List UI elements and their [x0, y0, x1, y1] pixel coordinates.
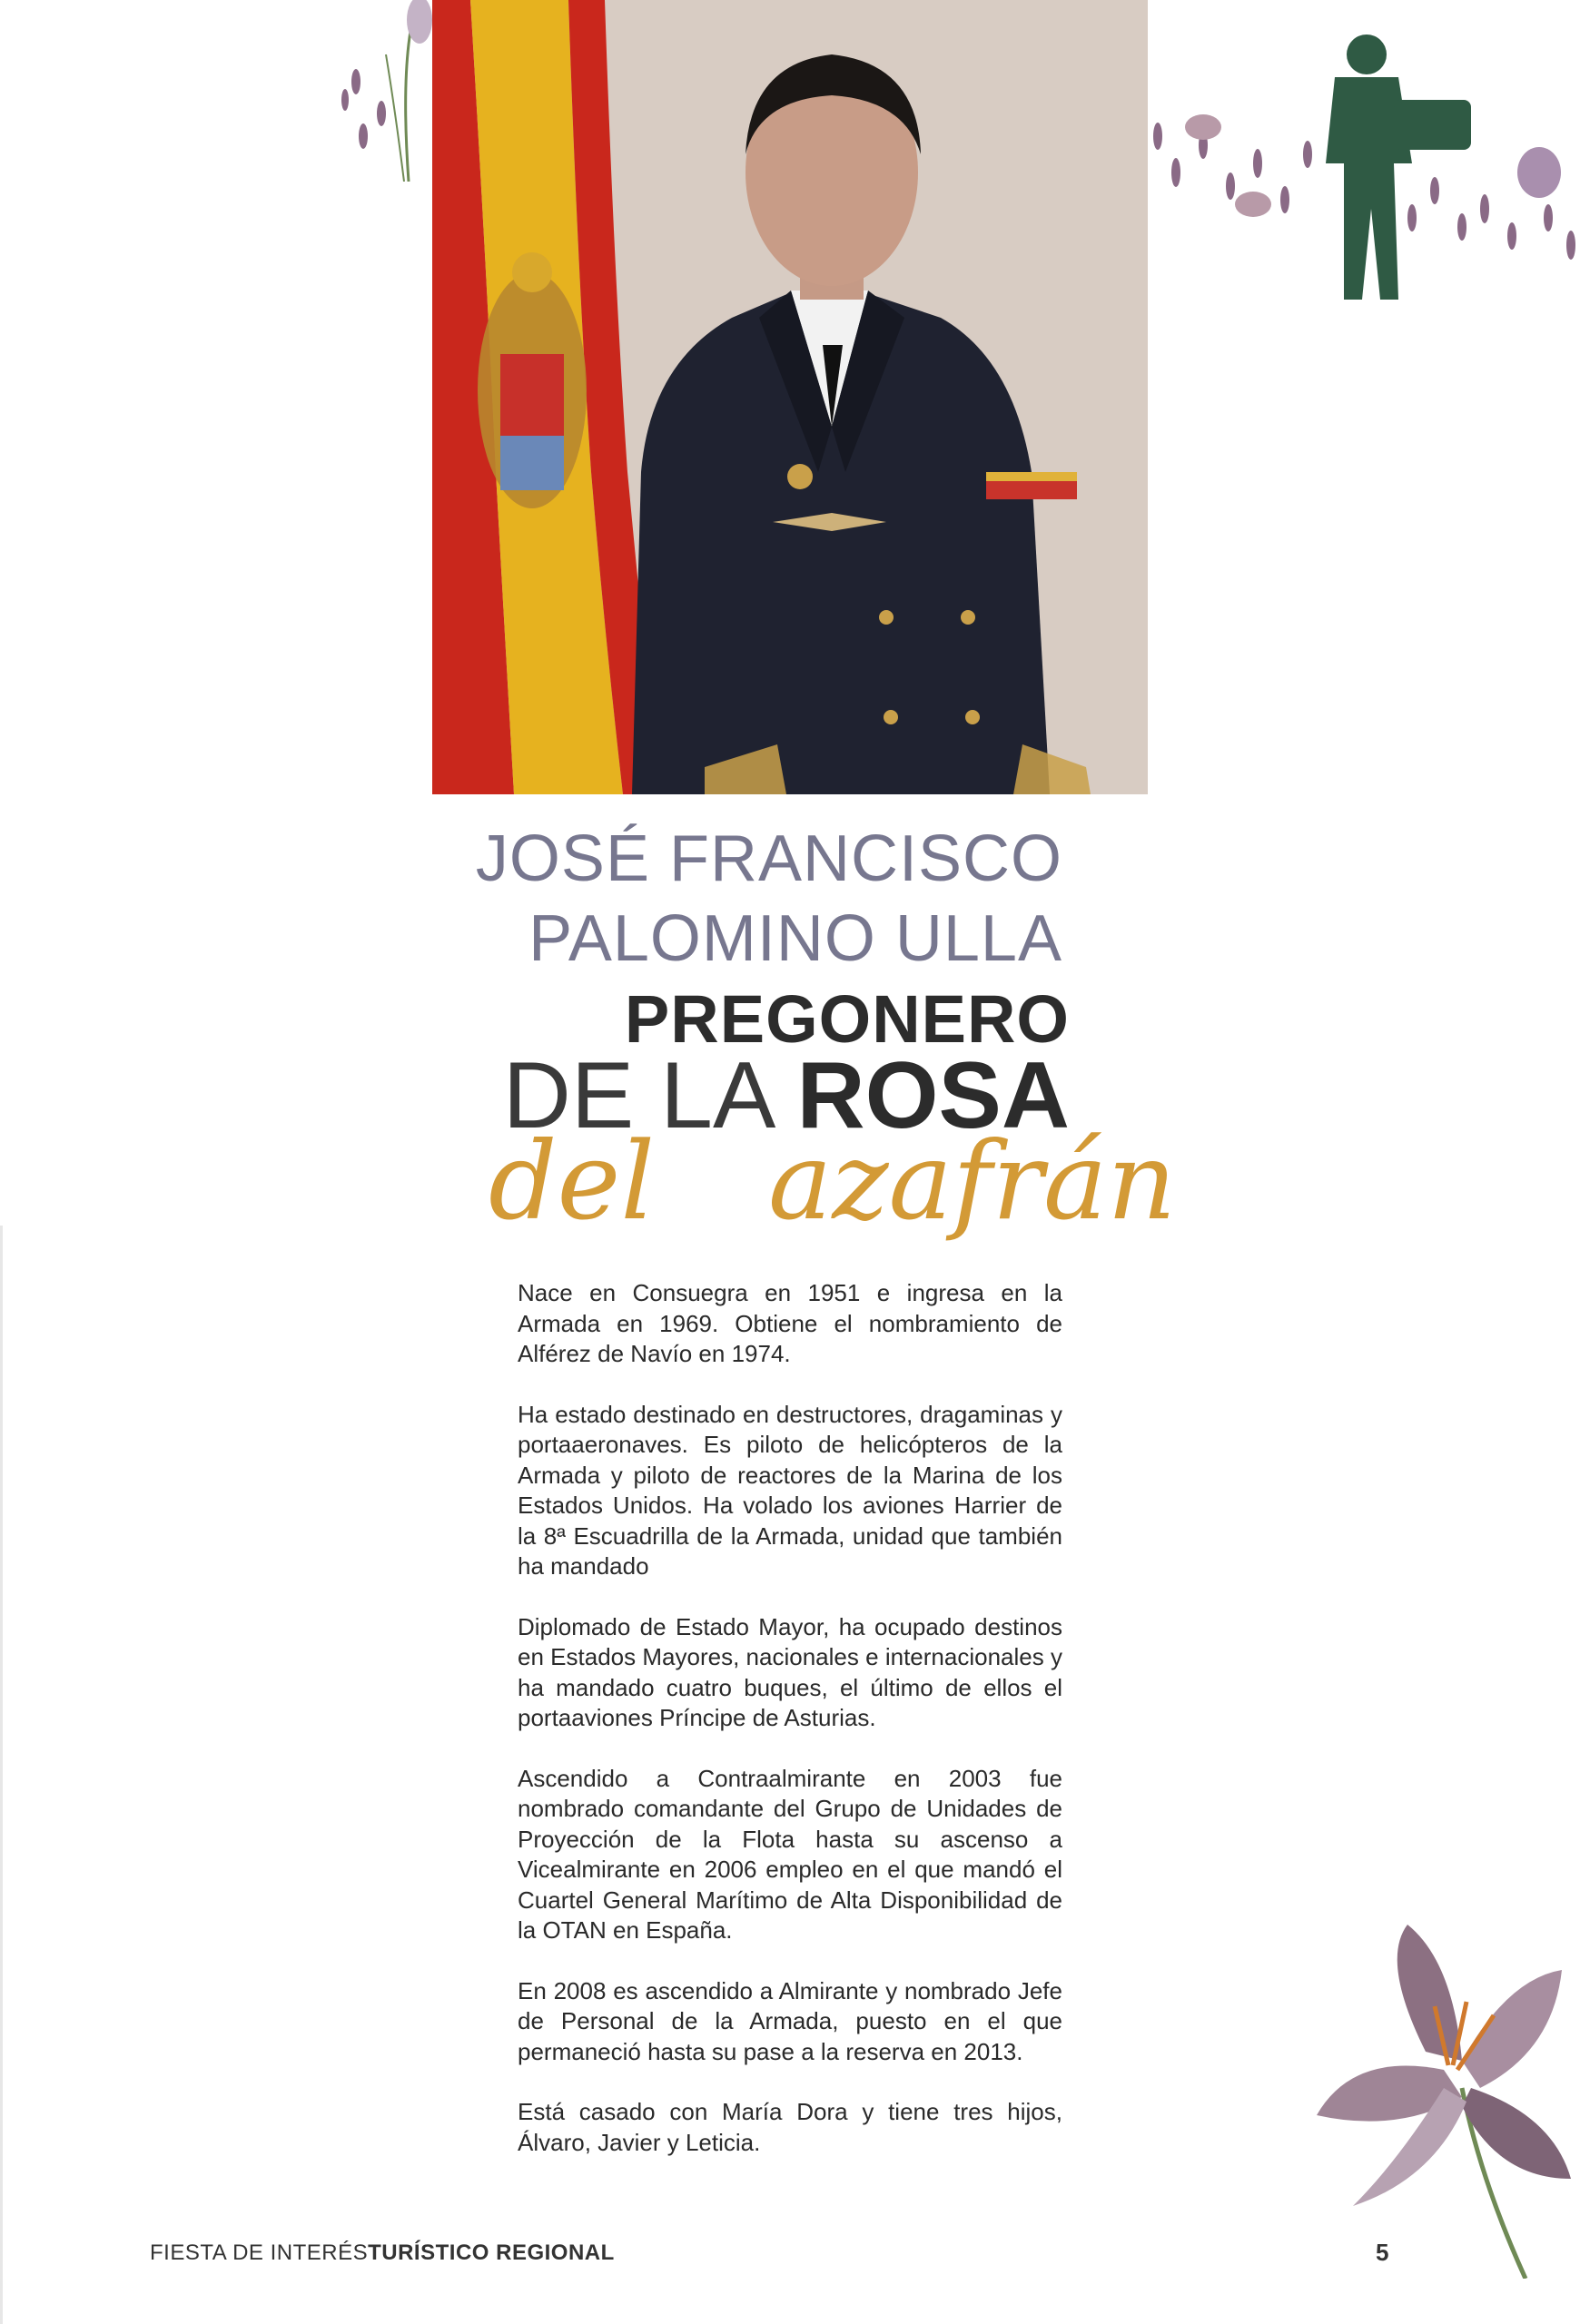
crocus-flower-icon: [336, 0, 436, 182]
biography-paragraph: Nace en Consuegra en 1951 e ingresa en la Armada en 1969. Obtiene el nombramiento de Alférez de Navío en 1974.: [518, 1279, 1062, 1367]
portrait-illustration: [432, 0, 1148, 794]
biography-paragraph: Ha estado destinado en destructores, dragaminas y portaaeronaves. Es piloto de helicópteros de la Armada y piloto de reactores de la Marina de los Estados Unidos. Ha volado los aviones Harrier de la 8ª Escuadrilla de la Armada, unidad que también ha mandado: [518, 1400, 1062, 1580]
footer-title: [150, 2240, 615, 2266]
biography-paragraph: Ascendido a Contraalmirante en 2003 fue nombrado comandante del Grupo de Unidades de Proyección de la Flota hasta su ascenso a Vicealmirante en 2006 empleo en el que mandó el Cuartel General Marítimo de Alta Disponibilidad de la OTAN en España.: [518, 1764, 1062, 1944]
biography-text: [518, 1278, 1062, 2188]
script-azafran: azafrán: [768, 1118, 1177, 1244]
page-edge-rule: [0, 1226, 3, 2324]
role-heading-pregonero: PREGONERO: [624, 981, 1070, 1057]
footer-title-regular: FIESTA DE INTERÉS: [150, 2240, 369, 2265]
role-heading-rosa: ROSA: [796, 1043, 1070, 1148]
portrait-photo: [432, 0, 1148, 794]
footer-title-bold: TURÍSTICO REGIONAL: [368, 2240, 615, 2265]
page-number: 5: [1376, 2239, 1389, 2266]
biography-paragraph: Diplomado de Estado Mayor, ha ocupado destinos en Estados Mayores, nacionales e internacionales y ha mandado cuatro buques, el último de ellos el portaaviones Príncipe de Asturias.: [518, 1612, 1062, 1731]
biography-paragraph: Está casado con María Dora y tiene tres hijos, Álvaro, Javier y Leticia.: [518, 2098, 1062, 2156]
person-name-line1: JOSÉ FRANCISCO: [475, 822, 1062, 895]
saffron-field-decoration: [1149, 27, 1580, 345]
biography-paragraph: En 2008 es ascendido a Almirante y nombrado Jefe de Personal de la Armada, puesto en el que permaneció hasta su pase a la reserva en 2013.: [518, 1976, 1062, 2065]
role-heading-de-la: DE LA: [502, 1043, 771, 1148]
farmer-silhouette-icon: [1326, 34, 1471, 300]
crocus-flower-icon: [1299, 1906, 1580, 2279]
person-name-line2: PALOMINO ULLA: [528, 902, 1062, 975]
script-del: del: [489, 1118, 656, 1244]
